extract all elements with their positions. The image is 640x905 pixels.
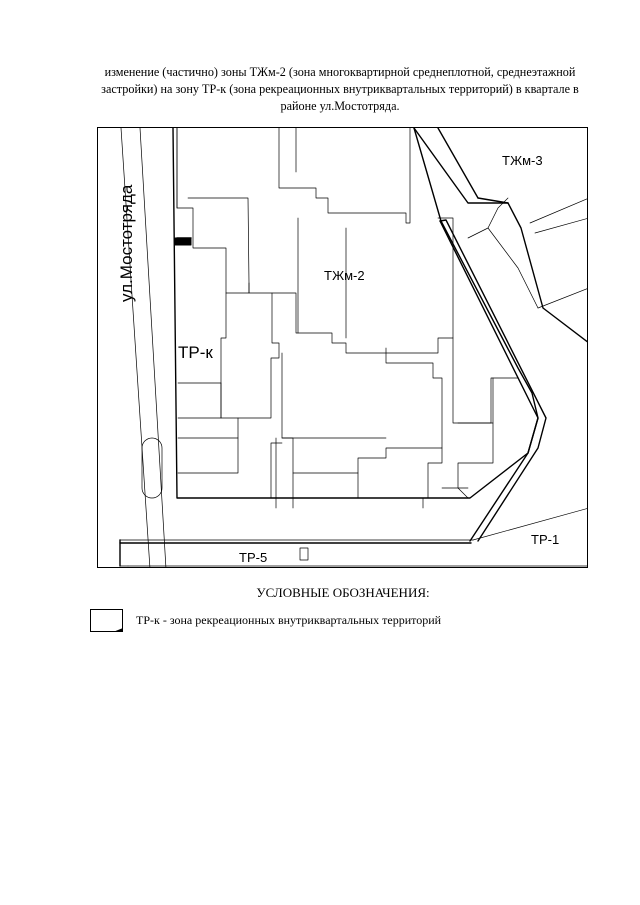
map-caption [78, 64, 602, 115]
legend-swatch [90, 609, 123, 632]
zone-label-tzhm2: ТЖм-2 [324, 268, 365, 283]
zone-label-tr5: ТР-5 [239, 550, 268, 565]
highlight-marker [175, 238, 191, 245]
caption-line-3: районе ул.Мостотряда. [280, 99, 400, 113]
zoning-map [97, 127, 588, 568]
caption-line-1: изменение (частично) зоны ТЖм-2 (зона многоквартирной среднеплотной, среднеэтажной [104, 65, 576, 79]
caption-line-2: застройки) на зону ТР-к (зона рекреационных внутриквартальных территорий) в квартале в [101, 82, 579, 96]
legend-title: УСЛОВНЫЕ ОБОЗНАЧЕНИЯ: [256, 585, 430, 600]
zone-label-tr1: ТР-1 [531, 532, 560, 547]
legend-item-label: ТР-к - зона рекреационных внутриквартальных территорий [136, 613, 442, 627]
street-label: ул.Мостотряда [117, 184, 136, 302]
legend-item [90, 609, 590, 635]
zone-label-trk: ТР-к [178, 343, 213, 362]
map-drawing [98, 128, 588, 568]
zone-label-tzhm3: ТЖм-3 [502, 153, 543, 168]
